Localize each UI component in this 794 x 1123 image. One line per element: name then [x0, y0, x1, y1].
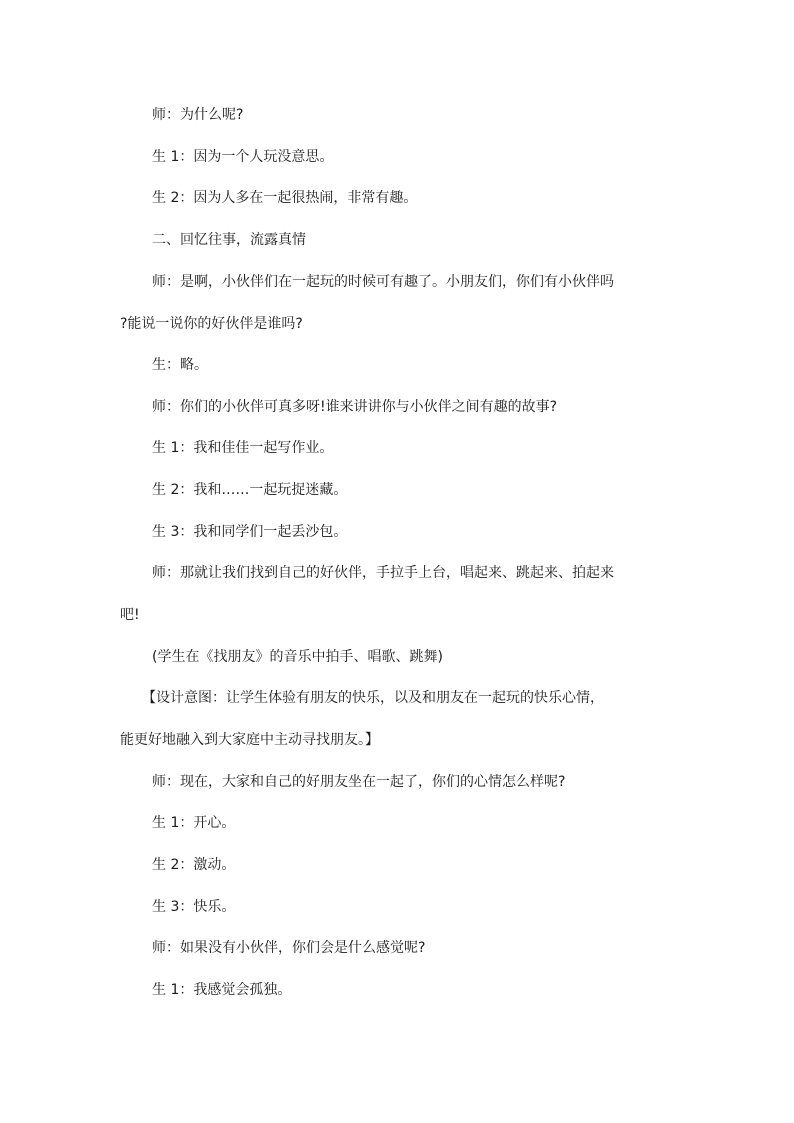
section-heading: 二、回忆往事，流露真情 — [152, 232, 306, 248]
text-line: 师：那就让我们找到自己的好伙伴，手拉手上台，唱起来、跳起来、拍起来 — [152, 565, 614, 581]
text-line: 师：你们的小伙伴可真多呀!谁来讲讲你与小伙伴之间有趣的故事? — [152, 399, 558, 415]
text-line: 师：为什么呢? — [152, 107, 244, 123]
design-intent: 能更好地融入到大家庭中主动寻找朋友。】 — [120, 732, 379, 748]
text-line: 生 3：快乐。 — [152, 899, 236, 915]
text-line: 生 2：激动。 — [152, 857, 236, 873]
text-line: 生 1：开心。 — [152, 815, 236, 831]
text-line: 生 2：因为人多在一起很热闹，非常有趣。 — [152, 190, 418, 206]
text-line: 师：是啊，小伙伴们在一起玩的时候可有趣了。小朋友们，你们有小伙伴吗 — [152, 274, 614, 290]
text-line: (学生在《找朋友》的音乐中拍手、唱歌、跳舞) — [152, 649, 443, 665]
text-line: 生 1：我感觉会孤独。 — [152, 982, 292, 998]
text-line: 吧! — [120, 607, 140, 623]
design-intent: 【设计意图：让学生体验有朋友的快乐，以及和朋友在一起玩的快乐心情， — [142, 690, 604, 706]
text-line: 生 1：因为一个人玩没意思。 — [152, 149, 334, 165]
text-line: 生 1：我和佳佳一起写作业。 — [152, 440, 334, 456]
text-line: 生：略。 — [152, 357, 208, 373]
text-line: 师：现在，大家和自己的好朋友坐在一起了，你们的心情怎么样呢? — [152, 774, 566, 790]
text-line: ?能说一说你的好伙伴是谁吗? — [120, 316, 303, 332]
text-line: 生 3：我和同学们一起丢沙包。 — [152, 524, 348, 540]
text-line: 师：如果没有小伙伴，你们会是什么感觉呢? — [152, 940, 426, 956]
text-line: 生 2：我和……一起玩捉迷藏。 — [152, 482, 348, 498]
